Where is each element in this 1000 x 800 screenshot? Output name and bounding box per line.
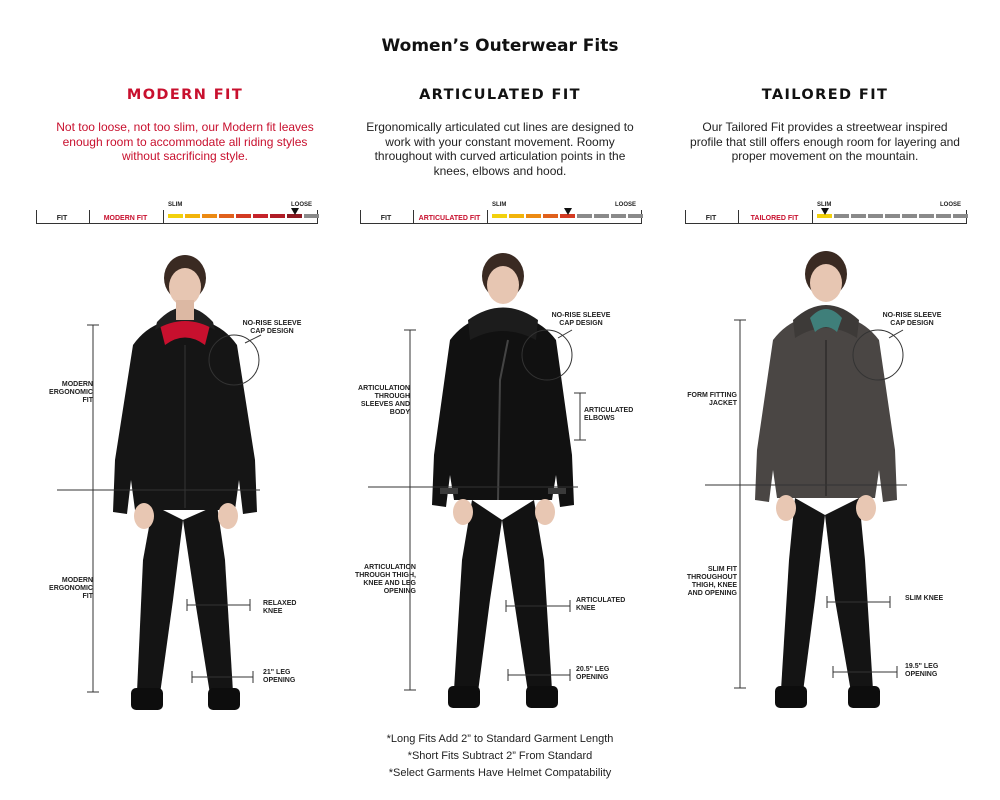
model-jacket [755, 305, 897, 502]
callout-elbows: ARTICULATED ELBOWS [584, 407, 634, 422]
callout-sleeve-cap: NO-RISE SLEEVE CAP DESIGN [882, 312, 942, 327]
column-title: MODERN FIT [126, 87, 244, 103]
callout-lower-left: ARTICULATION THROUGH THIGH, KNEE AND LEG OPENING [354, 564, 416, 595]
fit-column-tailored [665, 0, 985, 800]
callout-sleeve-cap: NO-RISE SLEEVE CAP DESIGN [242, 320, 302, 335]
column-title: ARTICULATED FIT [419, 87, 581, 103]
column-title: TAILORED FIT [761, 87, 889, 103]
scale-slim-label: SLIM [492, 202, 507, 208]
model-head [482, 253, 524, 304]
scale-loose-label: LOOSE [614, 202, 636, 208]
column-description: Our Tailored Fit provides a streetwear inspired profile that still offers enough room for layering and proper movement on the mountain. [690, 120, 960, 163]
model-boots [131, 688, 240, 710]
callout-upper-left: FORM FITTING JACKET [687, 392, 737, 407]
model-boots [448, 686, 558, 708]
scale-slim-label: SLIM [168, 202, 183, 208]
callout-leg-opening: 19.5" LEG OPENING [905, 663, 939, 678]
model-jacket [113, 307, 257, 514]
fit-label: FIT [56, 215, 68, 222]
callout-leg-opening: 20.5" LEG OPENING [576, 666, 610, 681]
fit-label: FIT [705, 215, 717, 222]
fit-column-modern [25, 0, 345, 800]
column-description: Not too loose, not too slim, our Modern fit leaves enough room to accommodate all riding styles without sacrificing style. [56, 120, 314, 163]
callout-upper-left: ARTICULATION THROUGH SLEEVES AND BODY [358, 385, 410, 416]
fit-name: MODERN FIT [103, 215, 148, 222]
callout-lower-left: SLIM FIT THROUGHOUT THIGH, KNEE AND OPENING [686, 566, 737, 597]
callout-leg-opening: 21" LEG OPENING [263, 669, 296, 684]
model-boots [775, 686, 880, 708]
fit-label: FIT [380, 215, 392, 222]
model-jacket [432, 308, 574, 508]
page-title: Women’s Outerwear Fits [381, 36, 619, 56]
footnote-long-fits: *Long Fits Add 2” to Standard Garment Length [386, 733, 614, 745]
callout-lower-left: MODERN ERGONOMIC FIT [49, 577, 93, 600]
callout-sleeve-cap: NO-RISE SLEEVE CAP DESIGN [551, 312, 611, 327]
scale-slim-label: SLIM [817, 202, 832, 208]
model-legs [137, 505, 233, 694]
model-legs [781, 498, 873, 692]
callout-knee: RELAXED KNEE [263, 600, 297, 615]
callout-knee: ARTICULATED KNEE [576, 597, 626, 612]
callout-upper-left: MODERN ERGONOMIC FIT [49, 381, 93, 404]
model-legs [454, 500, 552, 692]
fit-column-articulated [340, 0, 660, 800]
fit-name: TAILORED FIT [750, 215, 799, 222]
column-description: Ergonomically articulated cut lines are designed to work with your constant movement. Roomy throughout with curved articulation points in the knees, elbows and hood. [366, 120, 634, 178]
scale-loose-label: LOOSE [939, 202, 961, 208]
model-head [805, 251, 847, 302]
model-head [164, 255, 206, 320]
scale-loose-label: LOOSE [290, 202, 312, 208]
fit-name: ARTICULATED FIT [418, 215, 481, 222]
footnote-short-fits: *Short Fits Subtract 2” From Standard [407, 750, 593, 762]
footnote-helmet: *Select Garments Have Helmet Compatability [388, 767, 612, 779]
callout-knee: SLIM KNEE [905, 595, 944, 602]
